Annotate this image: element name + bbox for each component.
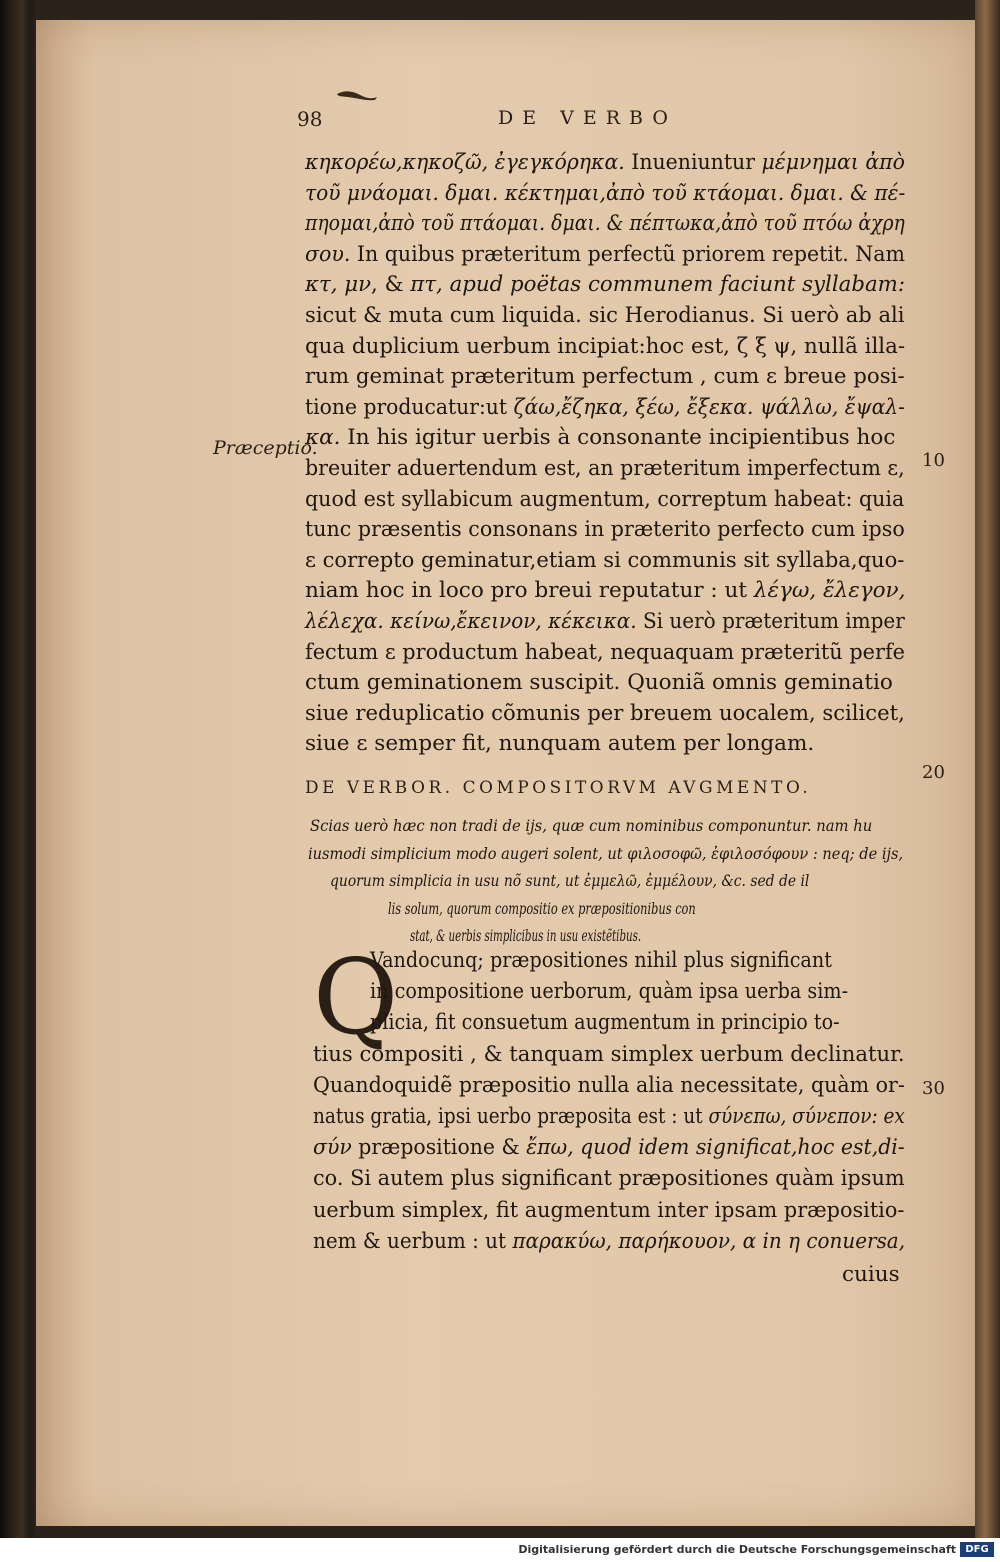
text-line	[305, 425, 905, 450]
latin-text: sicut & muta cum liquida. sic Herodianus. Si uerò ab ali	[305, 303, 905, 328]
text-line	[313, 1104, 905, 1129]
text-line	[305, 180, 906, 206]
running-title: DE VERBO	[498, 107, 677, 129]
text-line	[305, 394, 906, 420]
text-line	[313, 1166, 905, 1192]
text-line	[370, 948, 905, 973]
latin-text: siue reduplicatio cõmunis per breuem uocalem, scilicet,	[305, 700, 905, 726]
latin-text: præpositione &	[351, 1135, 527, 1161]
latin-text: in compositione uerborum, quàm ipsa uerba sim-	[370, 979, 849, 1005]
latin-text: breuiter aduertendum est, an præteritum imperfectum ε,	[305, 456, 905, 481]
text-line	[305, 456, 905, 481]
greek-text: ζάω,ἔζηκα, ξέω, ἔξεκα. ψάλλω, ἔψαλ-	[513, 394, 906, 420]
greek-text: παρακύω, παρήκουον, α in η conuersa,	[512, 1228, 906, 1254]
latin-text: qua duplicium uerbum incipiat:hoc est, ζ ξ ψ, nullã illa-	[305, 333, 906, 359]
latin-text: Quandoquidẽ præpositio nulla alia necessitate, quàm or-	[313, 1072, 905, 1098]
greek-text: τοῦ μνάομαι. δμαι. κέκτημαι,ἀπὸ τοῦ κτάομαι. δμαι. & πέ-	[305, 180, 906, 206]
text-line	[305, 333, 906, 359]
note-line: lis solum, quorum compositio ex præpositionibus con	[388, 898, 696, 918]
greek-text: μέμνημαι ἀπὸ	[761, 150, 905, 175]
drop-capital: Q	[313, 936, 399, 1058]
text-line	[305, 303, 905, 328]
latin-text: plicia, fit consuetum augmentum in principio to-	[370, 1010, 840, 1036]
note-line: quorum simplicia in usu nõ sunt, ut ἐμμελῶ, ἐμμέλουν, &c. sed de il	[330, 871, 810, 890]
running-head	[0, 107, 1000, 137]
greek-text: σου.	[305, 241, 351, 267]
greek-text: σύνεπω, σύνεπον: ex	[708, 1104, 905, 1129]
greek-text: λέλεχα. κείνω,ἔκεινον, κέκεικα.	[305, 609, 637, 634]
greek-text: πτ, apud poëtas communem faciunt syllabam:	[410, 272, 906, 298]
latin-text: nem & uerbum : ut	[313, 1228, 513, 1254]
latin-text: ε correpto geminatur,etiam si communis sit syllaba,quo-	[305, 547, 905, 573]
text-line	[305, 731, 905, 756]
latin-text: uerbum simplex, fit augmentum inter ipsam præpositio-	[313, 1197, 905, 1223]
text-line	[305, 211, 905, 237]
margin-note: Præceptio.	[213, 437, 318, 459]
latin-text: Vandocunq; præpositiones nihil plus significant	[370, 948, 832, 973]
text-line	[305, 150, 905, 175]
text-line	[305, 639, 906, 665]
latin-text: Inueniuntur	[624, 150, 762, 175]
text-line	[305, 272, 906, 298]
dfg-logo: DFG	[960, 1542, 994, 1557]
text-line	[313, 1197, 905, 1223]
note-line: Scias uerò hæc non tradi de ijs, quæ cum nominibus componuntur. nam hu	[310, 816, 873, 835]
catchword: cuius	[842, 1262, 900, 1287]
latin-text: In his igitur uerbis à consonante incipientibus hoc	[340, 425, 896, 451]
greek-text: πηομαι,ἀπὸ τοῦ πτάομαι. δμαι. & πέπτωκα,ἀπὸ τοῦ πτόω ἀχρη	[305, 211, 905, 237]
latin-text: In quibus præteritum perfectũ priorem repetit. Nam	[350, 241, 905, 267]
latin-text: tius compositi , & tanquam simplex uerbum declinatur.	[313, 1041, 905, 1067]
text-line	[305, 578, 905, 603]
latin-text: siue ε semper fit, nunquam autem per longam.	[305, 731, 815, 757]
greek-text: σύν	[313, 1135, 352, 1161]
latin-text: co. Si autem plus significant præpositiones quàm ipsum	[313, 1166, 905, 1192]
text-line	[305, 547, 905, 573]
greek-text: κτ, μν	[305, 272, 372, 298]
greek-text: λέγω, ἔλεγον,	[753, 578, 906, 604]
text-line	[305, 364, 905, 390]
greek-text: ἔπω, quod idem significat,hoc est,di-	[526, 1135, 905, 1161]
latin-text: natus gratia, ipsi uerbo præposita est : ut	[313, 1104, 709, 1129]
latin-text: quod est syllabicum augmentum, correptum habeat: quia	[305, 486, 905, 512]
section-heading: DE VERBOR. COMPOSITORVM AVGMENTO.	[305, 778, 812, 798]
text-line	[305, 700, 905, 726]
greek-text: κηκορέω,κηκοζῶ, ἐγεγκόρηκα.	[305, 150, 625, 175]
greek-text: κα.	[305, 425, 341, 451]
line-number: 30	[922, 1078, 945, 1099]
line-number: 20	[922, 762, 945, 783]
text-line	[305, 486, 905, 512]
text-line	[370, 979, 905, 1004]
footer-bar	[0, 1538, 1000, 1562]
text-line	[313, 1042, 904, 1067]
text-line	[370, 1010, 905, 1035]
book-edge	[975, 0, 1000, 1538]
text-line	[313, 1072, 905, 1098]
note-line: iusmodi simplicium modo augeri solent, ut φιλοσοφῶ, ἐφιλοσόφουν : neq; de ijs,	[308, 843, 904, 863]
text-line	[313, 1135, 905, 1161]
latin-text: , &	[371, 272, 411, 298]
latin-text: niam hoc in loco pro breui reputatur : ut	[305, 578, 754, 604]
text-line	[305, 241, 905, 267]
latin-text: ctum geminationem suscipit. Quoniã omnis geminatio	[305, 670, 893, 696]
line-number: 10	[922, 450, 945, 471]
latin-text: rum geminat præteritum perfectum , cum ε breue posi-	[305, 364, 905, 390]
latin-text: fectum ε productum habeat, nequaquam præteritũ perfe	[305, 639, 906, 665]
text-line	[305, 609, 905, 634]
text-line	[313, 1228, 906, 1254]
funding-credit: Digitalisierung gefördert durch die Deutsche Forschungsgemeinschaft	[518, 1543, 956, 1556]
latin-text: tunc præsentis consonans in præterito perfecto cum ipso	[305, 517, 905, 543]
ink-blot-icon	[336, 88, 378, 102]
text-line	[305, 517, 905, 543]
note-line: stat, & uerbis simplicibus in usu existẽtibus.	[410, 926, 642, 945]
latin-text: tione producatur:ut	[305, 394, 514, 420]
text-line	[305, 670, 905, 695]
page-number: 98	[297, 107, 323, 131]
latin-text: Si uerò præteritum imper	[636, 609, 905, 634]
